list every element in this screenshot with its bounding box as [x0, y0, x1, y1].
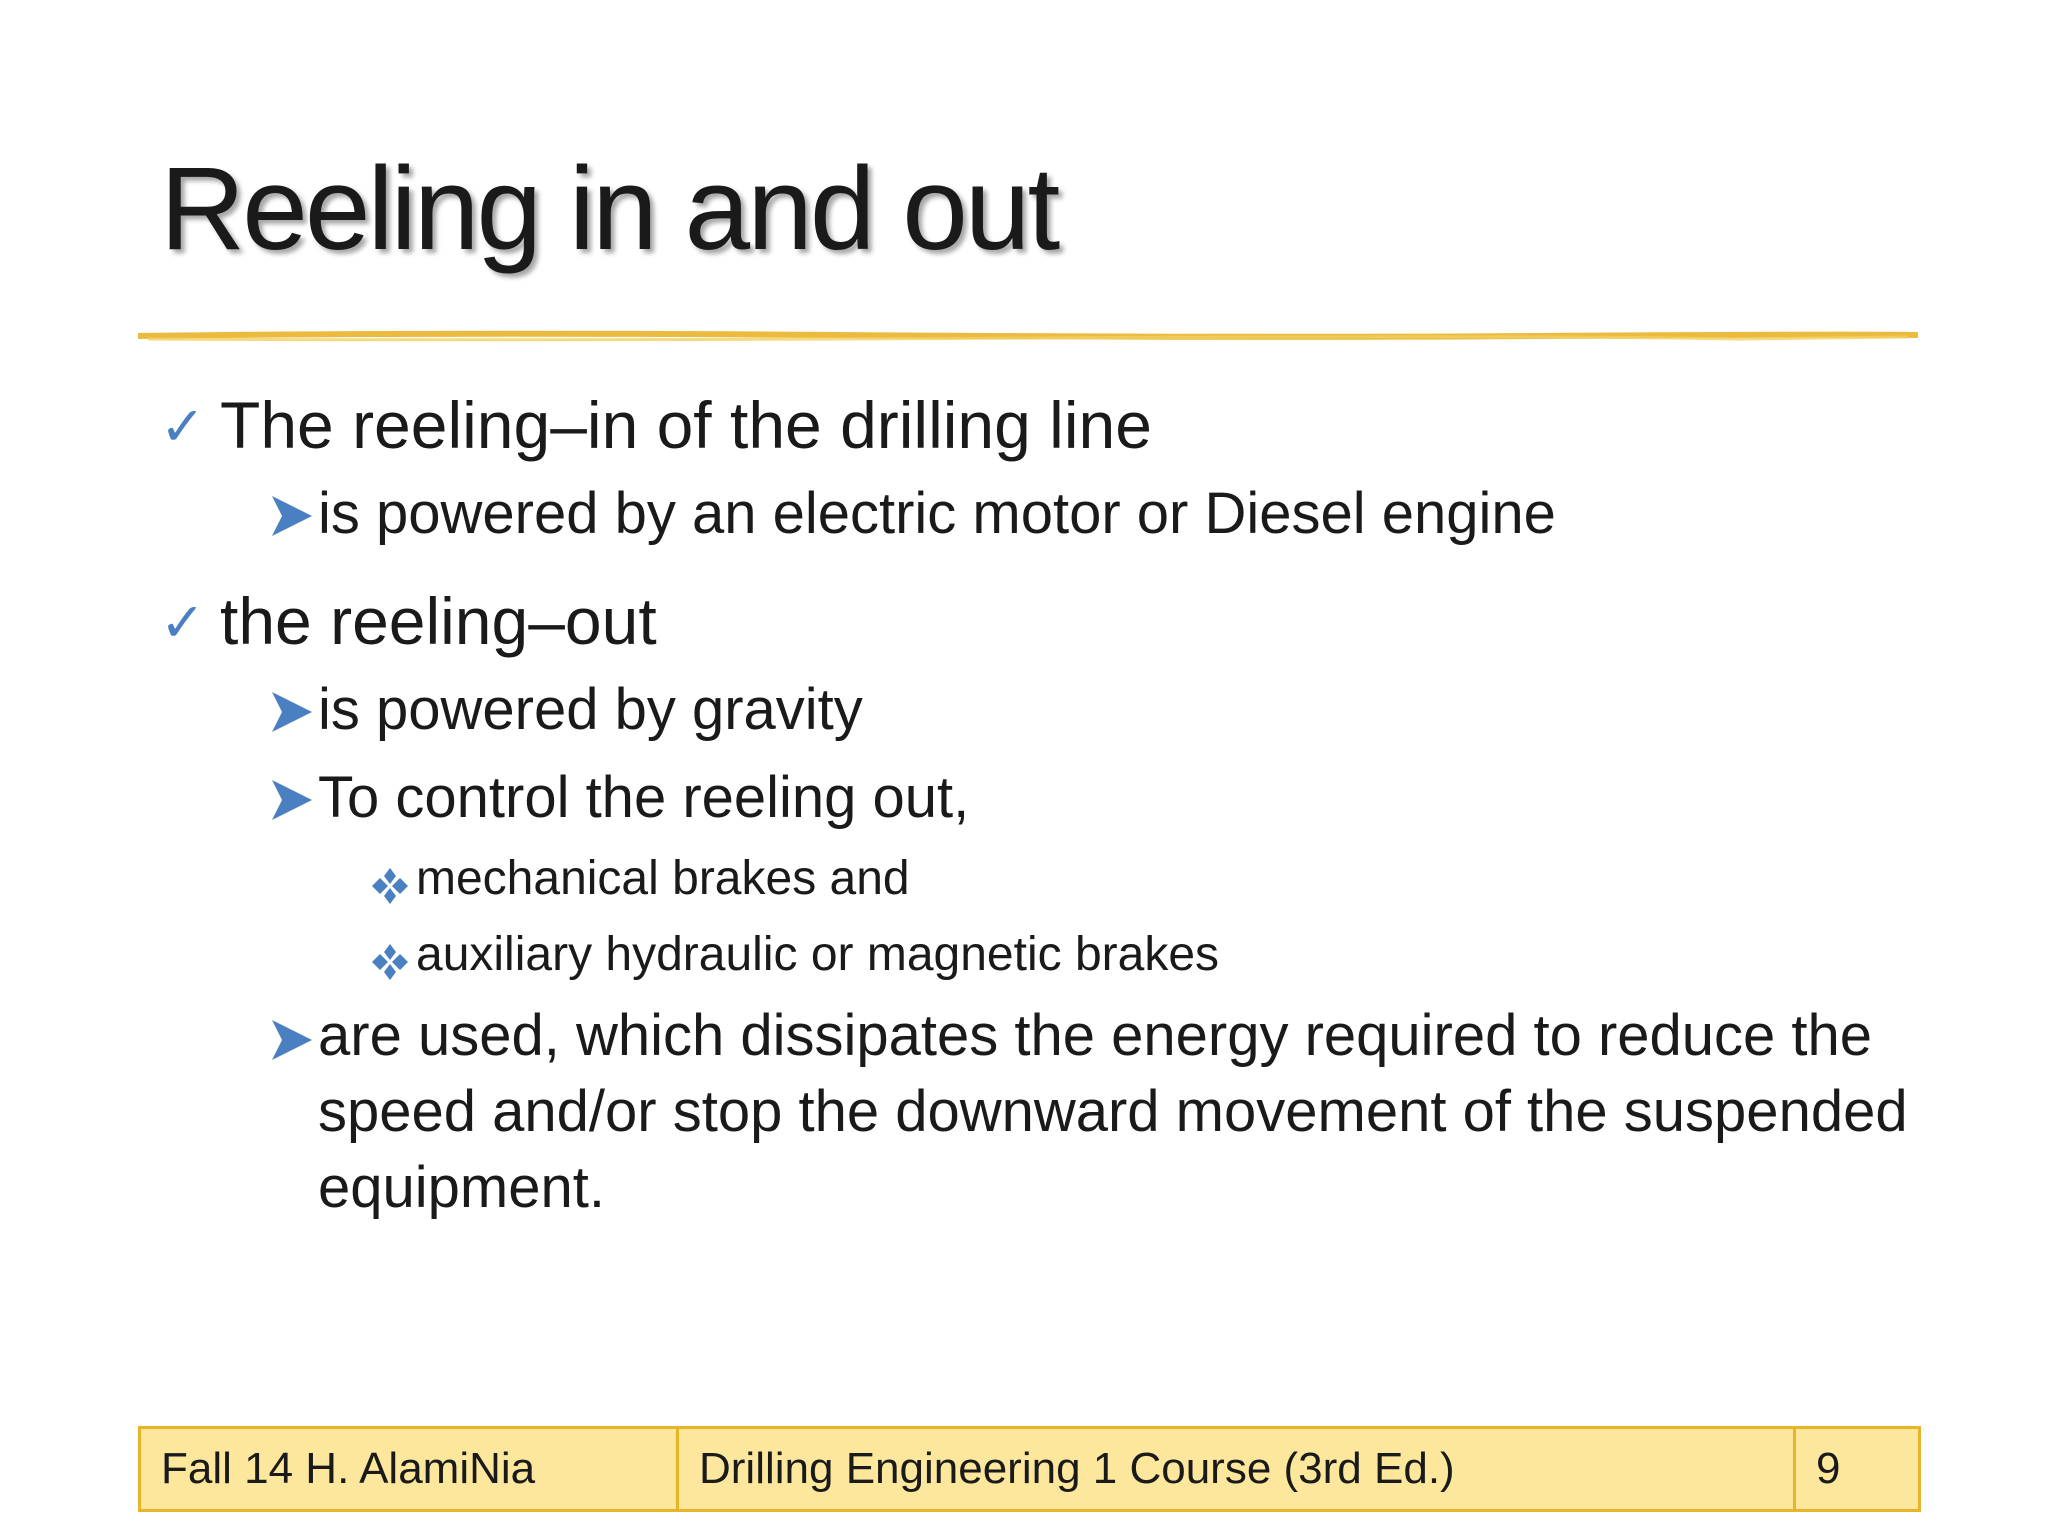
bullet-text: mechanical brakes and: [416, 852, 910, 905]
bullet-text: the reeling–out: [220, 584, 657, 658]
bullet-text: auxiliary hydraulic or magnetic brakes: [416, 928, 1220, 981]
footer-course: Drilling Engineering 1 Course (3rd Ed.): [679, 1429, 1796, 1509]
title-underline: [138, 330, 1918, 344]
bullet-text: The reeling–in of the drilling line: [220, 388, 1152, 462]
bullet-text: are used, which dissipates the energy required to reduce the speed and/or stop the downward movement of the suspended equipment.: [318, 1003, 1908, 1220]
bullet-text: is powered by an electric motor or Diesel engine: [318, 481, 1556, 546]
footer-author: Fall 14 H. AlamiNia: [141, 1429, 679, 1509]
diamond-cluster-icon: [370, 942, 410, 982]
bullet-level1: [160, 576, 1920, 666]
arrow-bullet-icon: [270, 494, 314, 538]
footer-page-number: 9: [1816, 1444, 1841, 1493]
bullet-level2: [270, 998, 1928, 1226]
arrow-bullet-icon: [270, 690, 314, 734]
slide-body: [160, 370, 1920, 1226]
slide-footer: [138, 1426, 1921, 1512]
checkmark-icon: ✓: [160, 397, 206, 457]
bullet-level3: [370, 846, 1920, 912]
bullet-text: To control the reeling out,: [318, 765, 970, 830]
checkmark-icon: ✓: [160, 593, 206, 653]
bullet-level2: [270, 758, 1920, 838]
bullet-level2: [270, 474, 1920, 554]
arrow-bullet-icon: [270, 1018, 314, 1062]
bullet-level1: [160, 380, 1920, 470]
diamond-cluster-icon: [370, 866, 410, 906]
bullet-level2: [270, 670, 1920, 750]
bullet-level3: [370, 922, 1920, 988]
bullet-text: is powered by gravity: [318, 677, 863, 742]
slide-title: Reeling in and out: [160, 143, 1058, 275]
arrow-bullet-icon: [270, 778, 314, 822]
